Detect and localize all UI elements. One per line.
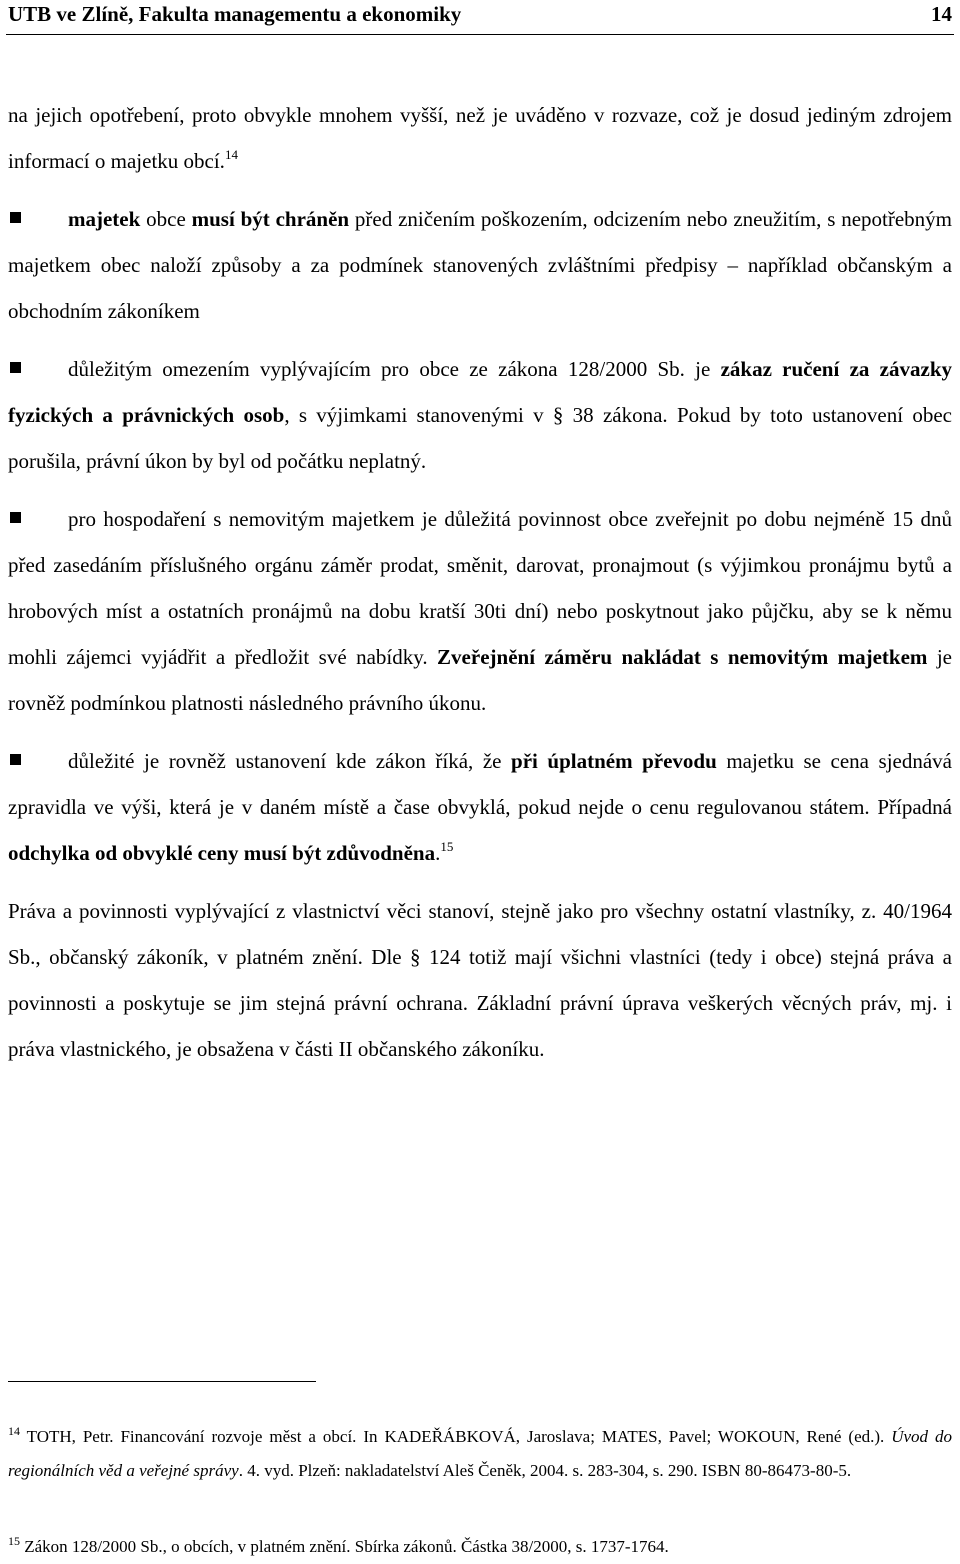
text-run: majetku se cena sjednává zpravidla ve výši, která je v daném místě a čase obvyklá, pokud nejde o cenu regulovanou státem. Případná — [8, 749, 952, 819]
document-body — [8, 92, 952, 1072]
text-run: důležitým omezením vyplývajícím pro obce ze zákona 128/2000 Sb. je — [68, 357, 721, 381]
paragraph-ownership-rights: Práva a povinnosti vyplývající z vlastnictví věci stanoví, stejně jako pro všechny ostatní vlastníky, z. 40/1964 Sb., občanský zákoník, v platném znění. Dle § 124 totiž mají všichni vlastníci (tedy i obce) stejná práva a povinnosti a poskytuje se jim stejná právní ochrana. Základní právní úprava veškerých věcných práv, mj. i práva vlastnického, je obsažena v části II občanského zákoníku. — [8, 899, 952, 1061]
text-run: obce — [140, 207, 192, 231]
page-number: 14 — [931, 2, 952, 26]
header-title: UTB ve Zlíně, Fakulta managementu a ekonomiky — [8, 2, 462, 26]
text-run: před zničením poškozením, odcizením nebo zneužitím, s nepotřebným majetkem obec naloží způsoby a za podmínek stanovených zvláštními předpisy – například občanským a obchodním zákoníkem — [8, 207, 952, 323]
bold-term: musí být chráněn — [191, 207, 350, 231]
bullet-item-transfer-price — [8, 738, 952, 876]
footnote-ref-15: 15 — [440, 839, 454, 854]
footnote-divider — [8, 1381, 316, 1382]
square-bullet-icon — [10, 212, 21, 223]
footnote-number: 15 — [8, 1534, 20, 1548]
bold-term: Zveřejnění záměru nakládat s nemovitým majetkem — [437, 645, 928, 669]
page-header — [6, 0, 954, 35]
footnote-ref-14: 14 — [224, 147, 238, 162]
text-run: Zákon 128/2000 Sb., o obcích, v platném znění. Sbírka zákonů. Částka 38/2000, s. 1737-1764. — [20, 1537, 669, 1556]
bold-term: majetek — [68, 207, 141, 231]
bullet-item-guarantee-ban — [8, 346, 952, 484]
square-bullet-icon — [10, 362, 21, 373]
text-run: pro hospodaření s nemovitým majetkem je důležitá povinnost obce zveřejnit po dobu nejméně 15 dnů před zasedáním příslušného orgánu záměr prodat, směnit, darovat, pronajmout (s výjimkou pronájmu bytů a hrobových míst a ostatních pronájmů na dobu kratší 30ti dní) nebo poskytnout jako půjčku, aby se k němu mohli zájemci vyjádřit a předložit své nabídky. — [8, 507, 952, 669]
text-run: TOTH, Petr. Financování rozvoje měst a obcí. In KADEŘÁBKOVÁ, Jaroslava; MATES, Pavel; WOKOUN, René (ed.). — [20, 1427, 892, 1446]
italic-title: Úvod do regionálních věd a veřejné správy — [8, 1427, 952, 1480]
footnote-15 — [8, 1530, 952, 1564]
text-run: . — [435, 841, 441, 865]
text-run: je rovněž podmínkou platnosti následného právního úkonu. — [8, 645, 952, 715]
bullet-item-property-protection — [8, 196, 952, 334]
bold-term: zákaz ručení za závazky fyzických a právnických osob — [8, 357, 952, 427]
bullet-item-real-estate — [8, 496, 952, 726]
paragraph-continuation — [8, 92, 952, 184]
footnote-number: 14 — [8, 1424, 20, 1438]
square-bullet-icon — [10, 512, 21, 523]
bold-term: při úplatném převodu — [511, 749, 717, 773]
text-run: . 4. vyd. Plzeň: nakladatelství Aleš Čeněk, 2004. s. 283-304, s. 290. ISBN 80-86473-80-5. — [238, 1461, 852, 1480]
footnote-14 — [8, 1420, 952, 1488]
bold-term: odchylka od obvyklé ceny musí být zdůvodněna — [8, 841, 436, 865]
paragraph-text: na jejich opotřebení, proto obvykle mnohem vyšší, než je uváděno v rozvaze, což je dosud jediným zdrojem informací o majetku obcí. — [8, 103, 952, 173]
square-bullet-icon — [10, 754, 21, 765]
text-run: důležité je rovněž ustanovení kde zákon říká, že — [68, 749, 512, 773]
text-run: , s výjimkami stanovenými v § 38 zákona. Pokud by toto ustanovení obec porušila, právní úkon by byl od počátku neplatný. — [8, 403, 952, 473]
